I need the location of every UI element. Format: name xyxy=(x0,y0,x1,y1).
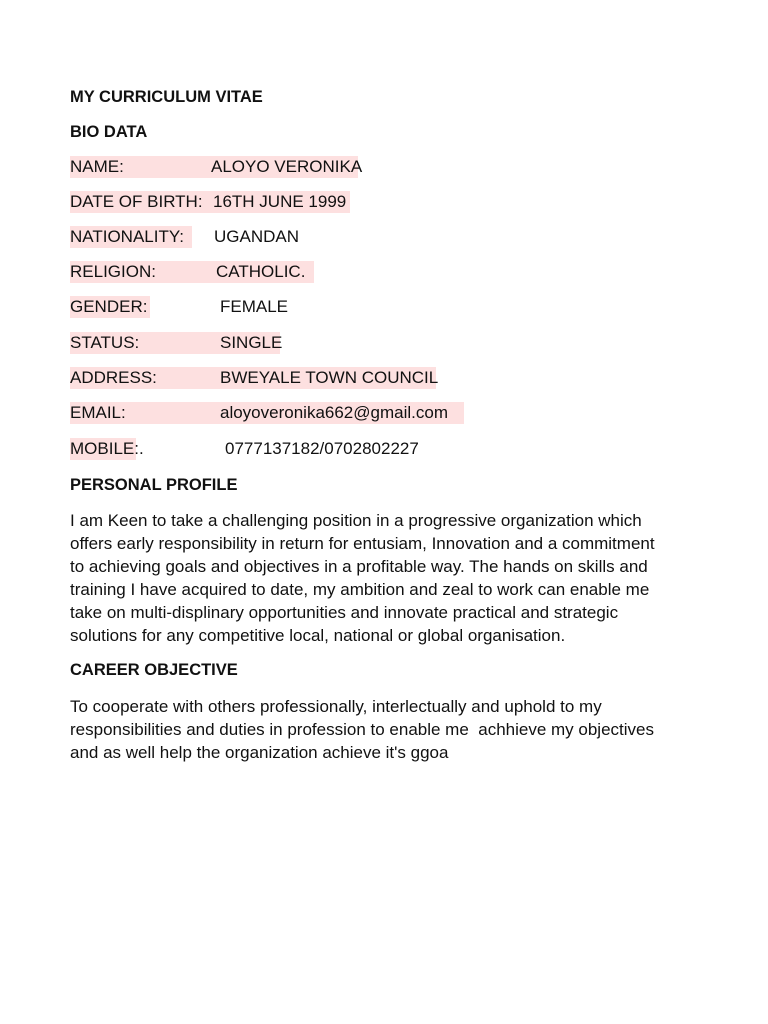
bio-label: ADDRESS: xyxy=(70,368,157,387)
paragraph-line: responsibilities and duties in profession to enable me achhieve my objectives xyxy=(70,720,654,739)
paragraph-line: solutions for any competitive local, national or global organisation. xyxy=(70,626,566,645)
paragraph-line: To cooperate with others professionally, interlectually and uphold to my xyxy=(70,697,602,716)
personal-profile-heading: PERSONAL PROFILE xyxy=(70,476,238,494)
paragraph-line: and as well help the organization achieve it's ggoa xyxy=(70,743,449,762)
paragraph-line: training I have acquired to date, my ambition and zeal to work can enable me xyxy=(70,580,650,599)
bio-label: MOBILE:. xyxy=(70,439,144,458)
bio-value: FEMALE xyxy=(220,297,289,316)
bio-data-heading: BIO DATA xyxy=(70,123,148,141)
bio-value: ALOYO VERONIKA xyxy=(211,157,363,176)
bio-value: CATHOLIC. xyxy=(216,262,306,281)
bio-value: 16TH JUNE 1999 xyxy=(213,192,347,211)
bio-label: RELIGION: xyxy=(70,262,156,281)
bio-label: GENDER: xyxy=(70,297,148,316)
personal-profile-paragraph xyxy=(70,509,710,647)
bio-label: NAME: xyxy=(70,157,124,176)
paragraph-line: to achieving goals and objectives in a profitable way. The hands on skills and xyxy=(70,557,648,576)
bio-label: EMAIL: xyxy=(70,403,126,422)
career-objective-paragraph xyxy=(70,695,710,764)
bio-label: DATE OF BIRTH: xyxy=(70,192,203,211)
paragraph-line: I am Keen to take a challenging position in a progressive organization which xyxy=(70,511,642,530)
bio-label: NATIONALITY: xyxy=(70,227,184,246)
career-objective-heading: CAREER OBJECTIVE xyxy=(70,661,238,679)
bio-value: aloyoveronika662@gmail.com xyxy=(220,403,448,422)
bio-value: 0777137182/0702802227 xyxy=(225,439,419,458)
document-title: MY CURRICULUM VITAE xyxy=(70,88,263,106)
bio-label: STATUS: xyxy=(70,333,140,352)
paragraph-line: offers early responsibility in return for entusiam, Innovation and a commitment xyxy=(70,534,655,553)
bio-value: BWEYALE TOWN COUNCIL xyxy=(220,368,439,387)
paragraph-line: take on multi-displinary opportunities and innovate practical and strategic xyxy=(70,603,619,622)
bio-value: SINGLE xyxy=(220,333,283,352)
bio-value: UGANDAN xyxy=(214,227,300,246)
